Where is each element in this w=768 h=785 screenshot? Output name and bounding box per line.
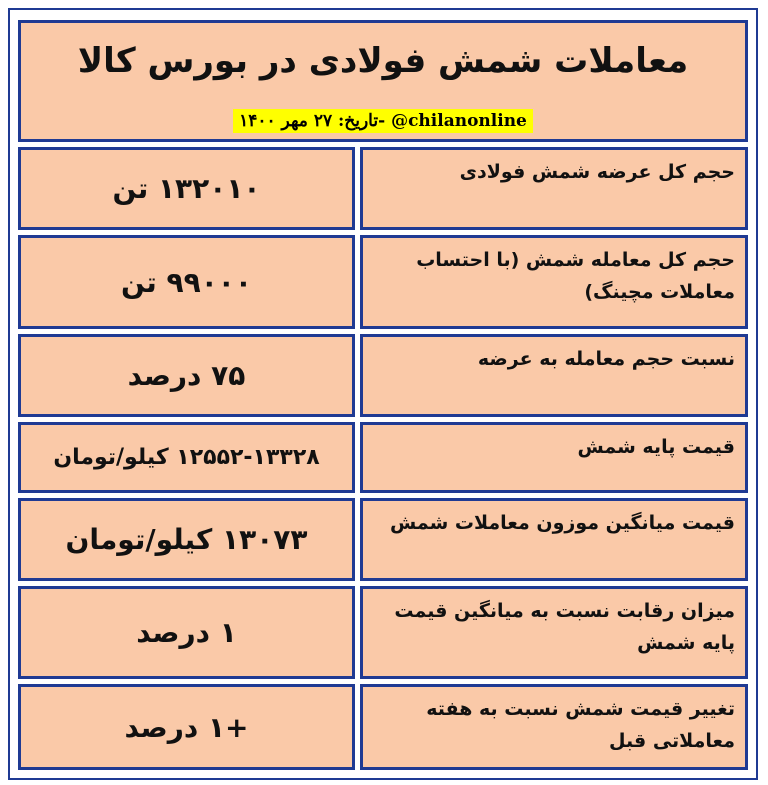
row-4-value: ۱۲۵۵۲-۱۳۳۲۸ کیلو/تومان xyxy=(53,445,320,470)
table-frame xyxy=(8,8,758,780)
row-3-label-cell xyxy=(360,334,748,417)
row-6-value-cell xyxy=(18,586,355,679)
row-2-label-cell xyxy=(360,235,748,329)
row-7-value-cell xyxy=(18,684,355,770)
row-6-label-cell xyxy=(360,586,748,679)
date-highlight: تاریخ: ۲۷ مهر ۱۴۰۰- @chilanonline xyxy=(233,109,533,133)
row-5-value-cell xyxy=(18,498,355,581)
row-4-value-cell xyxy=(18,422,355,493)
page-title: معاملات شمش فولادی در بورس کالا xyxy=(77,41,689,81)
row-6-label: میزان رقابت نسبت به میانگین قیمت پایه شمش xyxy=(394,600,735,654)
row-3-value-cell xyxy=(18,334,355,417)
date-line xyxy=(21,111,745,131)
row-7-label-cell xyxy=(360,684,748,770)
row-7-label: تغییر قیمت شمش نسبت به هفته معاملاتی قبل xyxy=(426,698,735,752)
row-3-label: نسبت حجم معامله به عرضه xyxy=(477,348,735,370)
row-1-label-cell xyxy=(360,147,748,230)
row-4-label: قیمت پایه شمش xyxy=(577,436,735,458)
row-3-value: ۷۵ درصد xyxy=(127,359,246,392)
row-1-value-cell xyxy=(18,147,355,230)
row-1-value: ۱۳۲۰۱۰ تن xyxy=(112,172,261,205)
row-2-label: حجم کل معامله شمش (با احتساب معاملات مچینگ) xyxy=(416,249,735,303)
row-4-label-cell xyxy=(360,422,748,493)
header-box xyxy=(18,20,748,142)
row-2-value: ۹۹۰۰۰ تن xyxy=(121,265,252,299)
row-5-value: ۱۳۰۷۳ کیلو/تومان xyxy=(65,523,308,556)
row-5-label-cell xyxy=(360,498,748,581)
row-1-label: حجم کل عرضه شمش فولادی xyxy=(459,161,735,183)
row-6-value: ۱ درصد xyxy=(136,616,237,649)
row-5-label: قیمت میانگین موزون معاملات شمش xyxy=(389,512,735,534)
row-7-value: +۱ درصد xyxy=(124,710,249,744)
row-2-value-cell xyxy=(18,235,355,329)
